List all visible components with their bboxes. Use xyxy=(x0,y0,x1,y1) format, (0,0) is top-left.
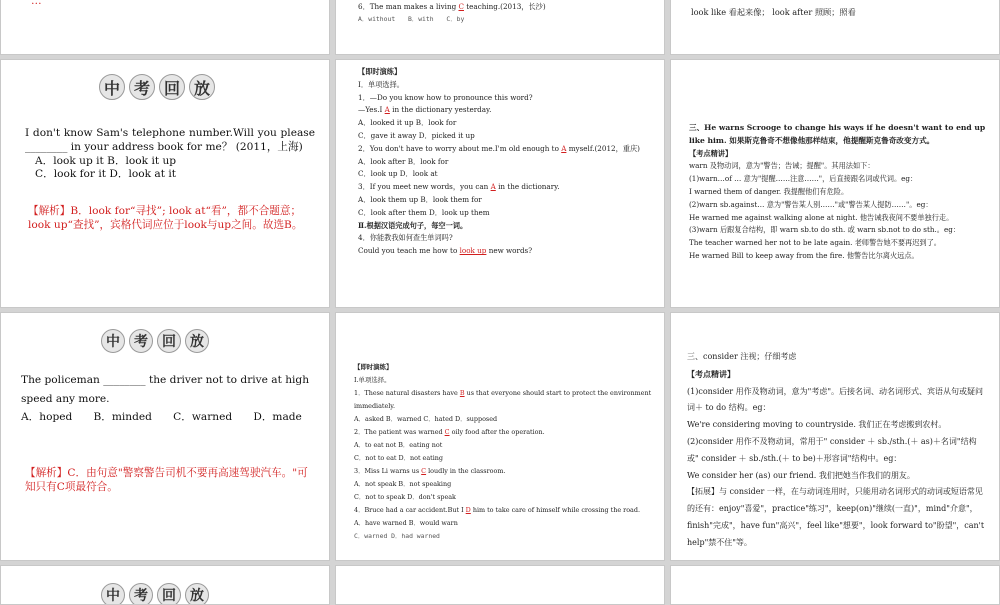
analysis-text: 【解析】C．由句意"警察警告司机不要再高速驾驶汽车。"可知只有C项最符合。 xyxy=(25,467,308,493)
consider-line-1: (1)consider 用作及物动词，意为"考虑"。后接名词、动名词形式、宾语从句或疑问词＋ to do 结构。eg： xyxy=(687,386,984,413)
q3-line xyxy=(354,467,505,475)
slide-bottom-left[interactable] xyxy=(0,565,330,605)
q3-post: loudly in the classroom. xyxy=(428,467,506,475)
header-char: 回 xyxy=(157,329,181,353)
header-char: 中 xyxy=(101,329,125,353)
q4-answer: D xyxy=(465,506,471,514)
q3-answer: C xyxy=(421,467,427,475)
top-left-snippet: … xyxy=(31,0,42,7)
q2-options-1: A．look after B．look for xyxy=(358,156,449,166)
header-char: 中 xyxy=(99,74,125,100)
consider-block xyxy=(687,349,987,552)
top-right-line: look like 看起来像； look after 照顾；照看 xyxy=(691,7,856,17)
practice-block xyxy=(354,361,656,543)
q2-options-1: A．to eat not B．eating not xyxy=(354,441,443,449)
header-char: 回 xyxy=(157,583,181,605)
q1-post: in the dictionary yesterday. xyxy=(392,105,492,115)
practice-block xyxy=(358,66,658,258)
slide-bottom-right[interactable] xyxy=(670,565,1000,605)
q3-options-1: A．not speak B．not speaking xyxy=(354,480,452,488)
q3-options-2: C．not to speak D．don't speak xyxy=(354,493,456,501)
review-header xyxy=(101,329,209,353)
q2-line xyxy=(354,428,545,436)
q1-line-b xyxy=(358,105,491,114)
warn-line-1: warn 及物动词，意为"警告；告诫；提醒"。其用法如下： xyxy=(689,161,875,171)
q2-line xyxy=(358,144,640,153)
section-1-title: Ⅰ.单项选择。 xyxy=(354,376,391,384)
q1-pre: —Yes.I xyxy=(358,105,383,115)
consider-heading: 三、consider 注视；仔细考虑 xyxy=(687,352,797,361)
q3-answer: A xyxy=(490,182,496,192)
slide-practice-warn[interactable] xyxy=(335,312,665,561)
q4-post: new words? xyxy=(488,246,533,256)
top-mid-answer: C xyxy=(458,2,464,11)
warn-heading: 三、He warns Scrooge to change his ways if he doesn't want to end up like him. 如果斯克鲁奇不想像他那样结束，他提醒斯克鲁奇改变方式。 xyxy=(689,123,986,145)
consider-line-5: 【拓展】与 consider 一样，在与动词连用时，只能用动名词形式的动词或短语常见的还有：enjoy"喜爱"，practice"练习"，keep(on)"继续(一直)"，mind"介意"，finish"完成"，have fun"高兴"，feel like"想要"，look forward to"盼望"，can't help"禁不住"等。 xyxy=(687,487,985,547)
question-text: I don't know Sam's telephone number.Will you please ________ in your address book for me？ (2011，上海) xyxy=(25,127,315,153)
consider-line-2: We're considering moving to countryside. 我们正在考虑搬到农村。 xyxy=(687,420,947,430)
slide-bottom-middle[interactable] xyxy=(335,565,665,605)
header-char: 考 xyxy=(129,329,153,353)
warn-line-4: (2)warn sb.against… 意为"警告某人别……"或"警告某人提防……"。eg： xyxy=(689,199,933,209)
header-char: 考 xyxy=(129,74,155,100)
warn-tag: 【考点精讲】 xyxy=(689,148,733,158)
q2-pre: 2．You don't have to worry about me.I'm old enough to xyxy=(358,143,559,153)
warn-line-3: I warned them of danger. 我提醒他们有危险。 xyxy=(689,186,849,196)
slide-top-middle[interactable] xyxy=(335,0,665,55)
top-mid-q-text: 6．The man makes a living xyxy=(358,2,457,11)
q2-post: myself.(2012，重庆) xyxy=(568,143,640,153)
section-2-title: Ⅱ.根据汉语完成句子，每空一词。 xyxy=(358,220,468,230)
q4-post: him to take care of himself while crossing the road. xyxy=(472,506,640,514)
q4-options-1: A．have warned B．would warn xyxy=(354,519,458,527)
practice-title: 【即时演练】 xyxy=(358,67,402,76)
top-mid-q-tail: teaching.(2013，长沙) xyxy=(466,2,546,11)
q4-line xyxy=(354,506,640,514)
q3-post: in the dictionary. xyxy=(498,182,560,192)
header-char: 考 xyxy=(129,583,153,605)
q1-line-a: 1．—Do you know how to pronounce this word? xyxy=(358,92,533,102)
q1-answer: A xyxy=(384,105,390,115)
q2-options-2: C．not to eat D．not eating xyxy=(354,454,443,462)
top-mid-question xyxy=(358,1,658,14)
q4-options-2: C．warned D．had warned xyxy=(354,532,440,540)
q1-options-2: C．gave it away D．picked it up xyxy=(358,130,475,140)
q1-answer: B xyxy=(459,389,465,397)
options-line-2: C．look for it D．look at it xyxy=(35,168,176,180)
header-char: 放 xyxy=(189,74,215,100)
review-header xyxy=(99,74,215,100)
q3-line xyxy=(358,182,560,191)
review-header xyxy=(101,583,209,605)
consider-line-3: (2)consider 用作不及物动词，常用于" consider ＋ sb./sth.(＋ as)＋名词"结构或" consider ＋ sb./sth.(＋ to be)＋形容词"结构中。eg： xyxy=(687,436,977,463)
q3-pre: 3．If you meet new words，you can xyxy=(358,182,489,192)
section-1-title: Ⅰ．单项选择。 xyxy=(358,79,404,89)
warn-line-2: (1)warn…of … 意为"提醒……注意……"，后直接跟名词或代词。eg： xyxy=(689,174,918,184)
q2-answer: C xyxy=(444,428,450,436)
header-char: 放 xyxy=(185,583,209,605)
warn-line-8: He warned Bill to keep away from the fire. 他警告比尔离火远点。 xyxy=(689,250,919,260)
q4-line: 4．你能教我如何查生单词吗? xyxy=(358,233,453,243)
q4-answer: look up xyxy=(459,246,487,256)
q1-pre: 1．These natural disasters have xyxy=(354,389,458,397)
q2-pre: 2．The patient was warned xyxy=(354,428,443,436)
q2-answer: A xyxy=(561,143,567,153)
slide-consider-explanation[interactable] xyxy=(670,312,1000,561)
consider-tag: 【考点精讲】 xyxy=(687,368,735,379)
header-char: 中 xyxy=(101,583,125,605)
slide-review-look-up[interactable] xyxy=(0,59,330,308)
warn-block xyxy=(689,122,989,263)
consider-line-4: We consider her (as) our friend. 我们把她当作我们的朋友。 xyxy=(687,470,915,480)
slide-review-warn[interactable] xyxy=(0,312,330,561)
q1-post: us that everyone should start to protect the environment immediately. xyxy=(354,389,652,410)
q1-options-1: A．looked it up B．look for xyxy=(358,118,457,128)
q4-pre: Could you teach me how to xyxy=(358,246,458,256)
q2-options-2: C．look up D．look at xyxy=(358,169,438,179)
warn-line-7: The teacher warned her not to be late again. 老师警告她不要再迟到了。 xyxy=(689,238,941,248)
q3-options-1: A．look them up B．look them for xyxy=(358,194,482,204)
header-char: 回 xyxy=(159,74,185,100)
top-mid-options: A．without B．with C．by xyxy=(358,15,465,23)
slide-warn-explanation[interactable] xyxy=(670,59,1000,308)
slide-practice-look[interactable] xyxy=(335,59,665,308)
options-line-1: A．look up it B．look it up xyxy=(35,155,177,167)
q4-pre: 4．Bruce had a car accident.But I xyxy=(354,506,464,514)
q1-options: A．asked B．warned C．hated D．supposed xyxy=(354,415,498,423)
slide-top-left[interactable] xyxy=(0,0,330,55)
q1-line xyxy=(354,389,651,410)
q3-pre: 3．Miss Li warns us xyxy=(354,467,420,475)
slide-top-right[interactable] xyxy=(670,0,1000,55)
q4-answer-line xyxy=(358,246,532,255)
header-char: 放 xyxy=(185,329,209,353)
warn-line-5: He warned me against walking alone at night. 他告诫我夜间不要单独行走。 xyxy=(689,212,954,222)
question-text: The policeman ________ the driver not to drive at high speed any more. xyxy=(21,374,310,405)
options-line: A．hoped B．minded C．warned D．made xyxy=(21,411,302,423)
q2-post: oily food after the operation. xyxy=(451,428,545,436)
analysis-text: 【解析】B．look for“寻找”; look at“看”，都不合题意；look up“查找”，宾格代词应位于look与up之间。故选B。 xyxy=(28,205,303,231)
warn-line-6: (3)warn 后跟复合结构，即 warn sb.to do sth. 或 warn sb.not to do sth.。eg： xyxy=(689,225,960,235)
q3-options-2: C．look after them D．look up them xyxy=(358,207,490,217)
practice-title: 【即时演练】 xyxy=(354,363,393,371)
